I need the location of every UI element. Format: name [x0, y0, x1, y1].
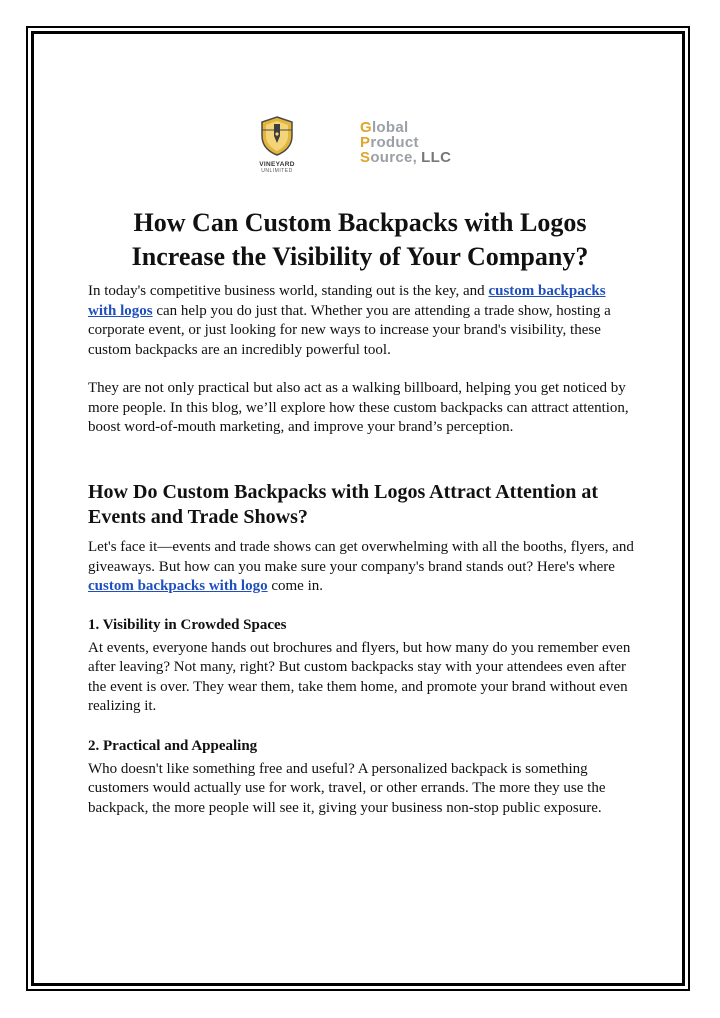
section-heading: How Do Custom Backpacks with Logos Attract Attention at Events and Trade Shows? [88, 481, 598, 528]
page-title-line-2: Increase the Visibility of Your Company? [131, 242, 589, 271]
gps-logo-line-3: Source, LLC [360, 149, 452, 166]
logo-bar [0, 112, 720, 182]
vineyard-logo-sub: UNLIMITED [261, 168, 293, 174]
subsection-1 [88, 616, 636, 717]
global-product-source-logo [360, 120, 480, 180]
gps-logo-line-2: Product [360, 134, 419, 151]
subsection-2 [88, 737, 636, 818]
section-paragraph: Let's face it—events and trade shows can get overwhelming with all the booths, flyers, and giveaways. But how can you make sure your company's brand stands out? Here's where custom backpacks with logo come in. [88, 539, 634, 594]
vineyard-logo-name: VINEYARD [259, 161, 295, 168]
subsection-1-paragraph: At events, everyone hands out brochures and flyers, but how many do you remember even after leaving? Not many, right? But custom backpacks stay with your attendees even after the event is over. They wear them, take them home, and promote your brand without even realizing it. [88, 639, 631, 714]
subsection-2-paragraph: Who doesn't like something free and useful? A personalized backpack is something customers would actually use for work, travel, or other errands. The more they use the backpack, the more people will see it, giving your business non-stop public exposure. [88, 760, 606, 816]
page-title-line-1: How Can Custom Backpacks with Logos [133, 208, 587, 237]
gps-logo-line-1: Global [360, 119, 409, 136]
intro-paragraph-2: They are not only practical but also act as a walking billboard, helping you get noticed by more people. In this blog, we’ll explore how these custom backpacks can attract attention, boost word-of-mouth marketing, and improve your brand’s perception. [88, 380, 629, 435]
subsection-1-heading: 1. Visibility in Crowded Spaces [88, 617, 287, 633]
custom-backpacks-with-logo-link[interactable]: custom backpacks with logo [88, 578, 268, 594]
shield-pen-icon [260, 116, 294, 156]
custom-backpacks-link[interactable]: custom backpacks with logos [88, 283, 606, 319]
intro-paragraph-1: In today's competitive business world, standing out is the key, and custom backpacks with logos can help you do just that. Whether you are attending a trade show, hosting a corporate event, or just looking for new ways to increase your brand's visibility, these custom backpacks are an incredibly powerful tool. [88, 283, 611, 358]
page-title [88, 206, 632, 274]
subsection-2-heading: 2. Practical and Appealing [88, 738, 258, 754]
vineyard-logo [252, 116, 302, 180]
